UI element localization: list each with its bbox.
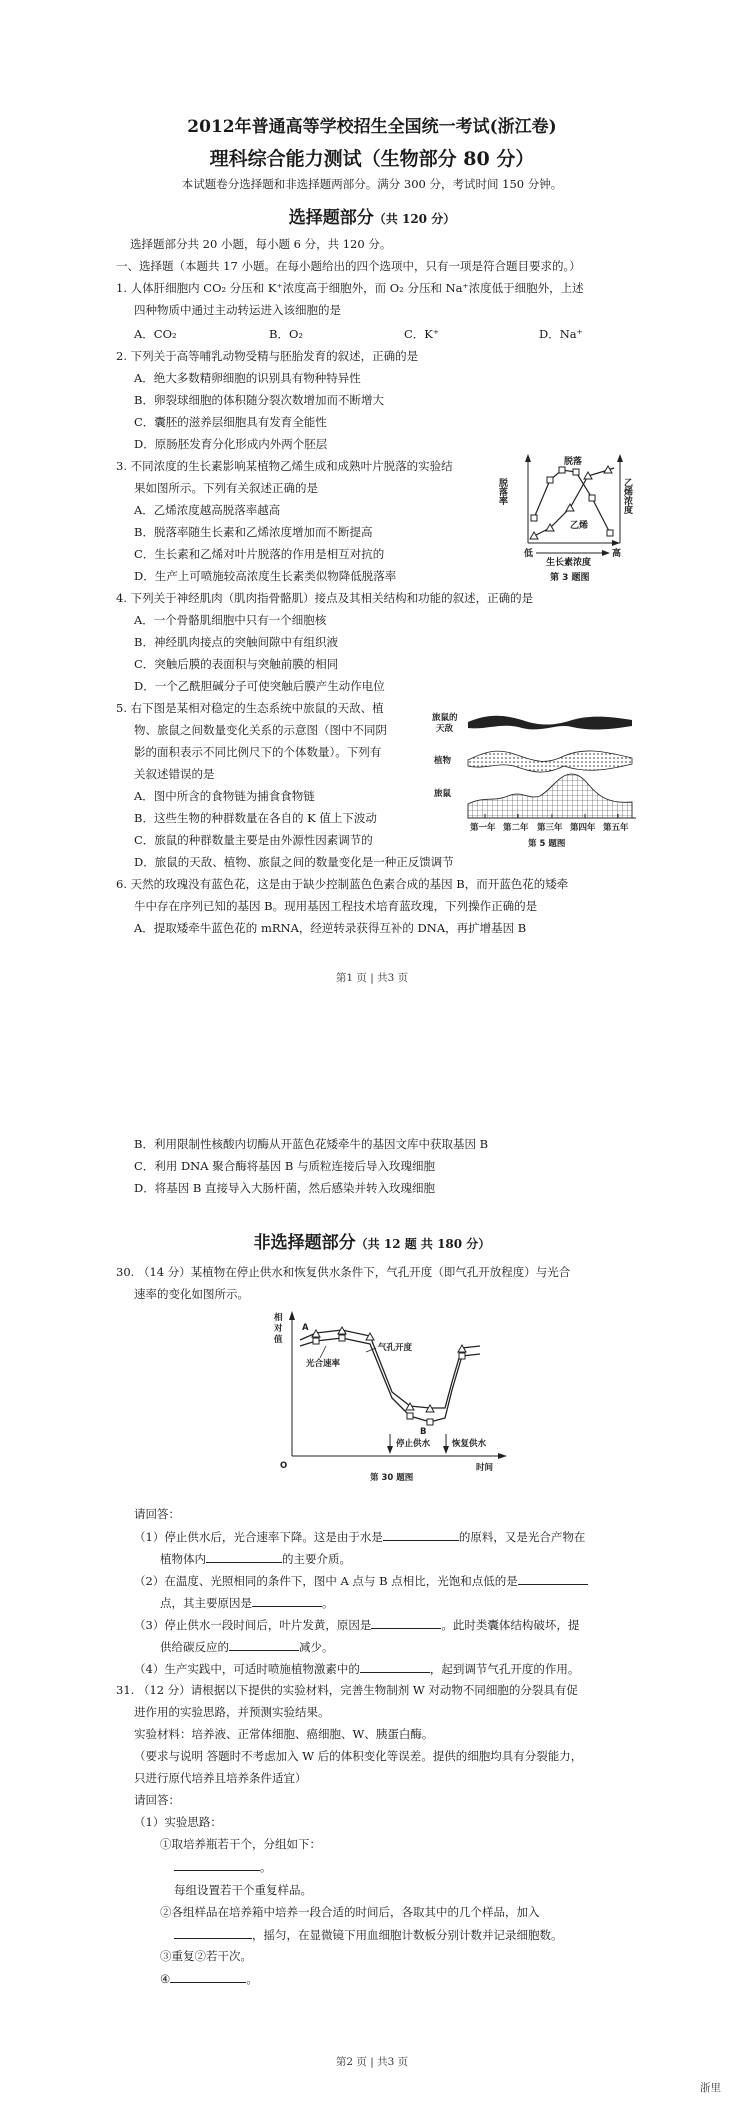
page1-footer: 第1 页 | 共3 页 <box>335 972 409 984</box>
q1-stem-line2: 四种物质中通过主动转运进入该细胞的是 <box>134 303 341 317</box>
q2-option-b: B．卵裂球细胞的体积随分裂次数增加而不断增大 <box>134 393 384 407</box>
q3-low-label: 低 <box>524 549 534 559</box>
part1-note: 选择题部分共 20 小题，每小题 6 分，共 120 分。 <box>130 237 392 251</box>
q5-option-a: A．图中所含的食物链为捕食食物链 <box>134 789 315 803</box>
q1-option-b: B．O₂ <box>269 327 303 341</box>
q30-blank-7[interactable] <box>360 1660 430 1673</box>
q31-requirements-line1: （要求与说明 答题时不考虑加入 W 后的体积变化等误差。提供的细胞均具有分裂能力， <box>134 1749 583 1763</box>
q3-figure <box>497 448 640 588</box>
part2-title: 非选择题部分（共 12 题 共 180 分） <box>253 1233 491 1253</box>
q30-ask: 请回答： <box>134 1507 180 1521</box>
q3-option-c: C．生长素和乙烯对叶片脱落的作用是相互对抗的 <box>134 547 385 561</box>
q31-blank-2[interactable] <box>174 1926 252 1939</box>
watermark: 浙里 <box>700 2082 721 2094</box>
q5-label-plant: 植物 <box>434 756 452 766</box>
q30-stomata-label: 气孔开度 <box>378 1343 413 1353</box>
q30-sub3-line1: （3）停止供水一段时间后，叶片发黄，原因是 。此时类囊体结构破坏，提 <box>134 1618 580 1632</box>
q3-option-d: D．生产上可喷施较高浓度生长素类似物降低脱落率 <box>134 569 397 583</box>
q31-blank-1[interactable] <box>174 1858 260 1871</box>
q31-requirements-line2: 只进行原代培养且培养条件适宜） <box>134 1771 307 1785</box>
q30-resume-label: 恢复供水 <box>452 1439 487 1449</box>
q31-stem-line1: 31. （12 分）请根据以下提供的实验材料，完善生物制剂 W 对动物不同细胞的分裂具有促 <box>116 1683 578 1697</box>
q3-caption: 第 3 题图 <box>550 573 590 583</box>
q2-option-c: C．囊胚的滋养层细胞具有发育全能性 <box>134 415 327 429</box>
q5-year-5: 第五年 <box>603 823 629 833</box>
part1-title: 选择题部分（共 120 分） <box>288 208 456 228</box>
q30-blank-6[interactable] <box>229 1638 299 1651</box>
q6-option-d: D．将基因 B 直接导入大肠杆菌，然后感染并转入玫瑰细胞 <box>134 1181 435 1195</box>
q3-x-label: 生长素浓度 <box>546 558 592 568</box>
q5-option-c: C．旅鼠的种群数量主要是由外源性因素调节的 <box>134 833 373 847</box>
q5-stem-line3: 影的面积表示不同比例尺下的个体数量）。下列有 <box>134 745 382 759</box>
page2-footer: 第2 页 | 共3 页 <box>335 2056 409 2068</box>
q31-materials: 实验材料：培养液、正常体细胞、癌细胞、W、胰蛋白酶。 <box>134 1727 434 1741</box>
q31-step1: ①取培养瓶若干个，分组如下： <box>160 1837 321 1851</box>
q1-stem-line1: 1. 人体肝细胞内 CO₂ 分压和 K⁺浓度高于细胞外，而 O₂ 分压和 Na⁺浓度低于细胞外，上述 <box>116 281 584 295</box>
q31-step3: ③重复②若干次。 <box>160 1949 252 1963</box>
q5-year-1: 第一年 <box>470 823 496 833</box>
exam-title: 2012年普通高等学校招生全国统一考试(浙江卷) <box>187 117 557 137</box>
q2-option-a: A．绝大多数精卵细胞的识别具有物种特异性 <box>134 371 361 385</box>
q4-option-d: D．一个乙酰胆碱分子可使突触后膜产生动作电位 <box>134 679 385 693</box>
q31-step2-line1: ②各组样品在培养箱中培养一段合适的时间后，各取其中的几个样品，加入 <box>160 1905 540 1919</box>
q6-option-a: A．提取矮牵牛蓝色花的 mRNA，经逆转录获得互补的 DNA，再扩增基因 B <box>134 921 527 935</box>
q3-curve1-label: 脱落 <box>564 457 583 467</box>
q30-figure <box>270 1306 510 1496</box>
q30-blank-2[interactable] <box>206 1550 282 1563</box>
q30-x-label: 时间 <box>476 1463 494 1473</box>
q5-stem-line4: 关叙述错误的是 <box>134 767 215 781</box>
q30-caption: 第 30 题图 <box>370 1473 414 1483</box>
q30-point-b: B <box>420 1427 427 1437</box>
q31-repeat-note: 每组设置若干个重复样品。 <box>174 1883 312 1897</box>
subject-title: 理科综合能力测试（生物部分 80 分） <box>209 148 535 170</box>
q3-y-left-label: 脱落率 <box>497 478 507 505</box>
q30-sub1-line2: 植物体内 的主要介质。 <box>160 1552 351 1566</box>
q6-stem-line2: 牛中存在序列已知的基因 B。现用基因工程技术培育蓝玫瑰，下列操作正确的是 <box>134 899 538 913</box>
q5-year-3: 第三年 <box>537 823 563 833</box>
q4-stem: 4. 下列关于神经肌肉（肌肉指骨骼肌）接点及其相关结构和功能的叙述，正确的是 <box>116 591 534 605</box>
q30-stem-line1: 30. （14 分）某植物在停止供水和恢复供水条件下，气孔开度（即气孔开放程度）与光合 <box>116 1265 571 1279</box>
q5-predator-band <box>468 716 632 730</box>
q30-sub1-line1: （1）停止供水后，光合速率下降。这是由于水是 的原料，又是光合产物在 <box>134 1530 586 1544</box>
q5-option-d: D．旅鼠的天敌、植物、旅鼠之间的数量变化是一种正反馈调节 <box>134 855 454 869</box>
q30-sub3-line2: 供给碳反应的 减少。 <box>160 1640 334 1654</box>
q30-blank-4[interactable] <box>252 1594 322 1607</box>
q31-stem-line2: 进作用的实验思路，并预测实验结果。 <box>134 1705 330 1719</box>
q5-stem-line2: 物、旅鼠之间数量变化关系的示意图（图中不同阴 <box>134 723 387 737</box>
q5-plant-band <box>468 751 632 772</box>
q30-blank-3[interactable] <box>518 1572 588 1585</box>
q5-option-b: B．这些生物的种群数量在各自的 K 值上下波动 <box>134 811 377 825</box>
q5-label-predator-b: 天敌 <box>436 724 454 734</box>
q4-option-b: B．神经肌肉接点的突触间隙中有组织液 <box>134 635 338 649</box>
q30-sub2-line1: （2）在温度、光照相同的条件下，图中 A 点与 B 点相比，光饱和点低的是 <box>134 1572 588 1589</box>
q5-stem-line1: 5. 右下图是某相对稳定的生态系统中旅鼠的天敌、植 <box>116 701 384 715</box>
q5-caption: 第 5 题图 <box>528 839 566 849</box>
q4-option-c: C．突触后膜的表面积与突触前膜的相同 <box>134 657 339 671</box>
q3-high-label: 高 <box>612 549 622 559</box>
q30-y-label-3: 值 <box>274 1335 283 1345</box>
q6-option-c: C．利用 DNA 聚合酶将基因 B 与质粒连接后导入玫瑰细胞 <box>134 1159 435 1173</box>
q3-option-b: B．脱落率随生长素和乙烯浓度增加而不断提高 <box>134 525 373 539</box>
q3-stem-line1: 3. 不同浓度的生长素影响某植物乙烯生成和成熟叶片脱落的实验结 <box>116 459 453 473</box>
q1-option-c: C．K⁺ <box>404 327 439 341</box>
q3-option-a: A．乙烯浓度越高脱落率越高 <box>134 503 281 517</box>
q31-step2-line2: ，摇匀，在显微镜下用血细胞计数板分别计数并记录细胞数。 <box>174 1926 563 1943</box>
exam-intro: 本试题卷分选择题和非选择题两部分。满分 300 分，考试时间 150 分钟。 <box>181 177 563 191</box>
q30-sub4: （4）生产实践中，可适时喷施植物激素中的 ，起到调节气孔开度的作用。 <box>134 1662 580 1676</box>
q5-lemming-area <box>468 774 632 818</box>
q2-stem: 2. 下列关于高等哺乳动物受精与胚胎发育的叙述，正确的是 <box>116 349 419 363</box>
q30-photo-label: 光合速率 <box>306 1359 341 1369</box>
q31-step4: ④ 。 <box>160 1972 258 1986</box>
q31-blank-3[interactable] <box>170 1970 246 1983</box>
q3-stem-line2: 果如图所示。下列有关叙述正确的是 <box>134 481 318 495</box>
q30-y-label-1: 相 <box>274 1313 283 1323</box>
q5-figure <box>432 700 640 860</box>
q30-stop-label: 停止供水 <box>396 1439 431 1449</box>
q1-option-a: A．CO₂ <box>134 327 177 341</box>
q5-year-4: 第四年 <box>570 823 596 833</box>
q3-y-right-label: 乙烯浓度 <box>622 478 632 514</box>
q6-option-b: B．利用限制性核酸内切酶从开蓝色花矮牵牛的基因文库中获取基因 B <box>134 1137 489 1151</box>
q30-point-a: A <box>302 1323 309 1333</box>
q30-origin-label: O <box>280 1461 288 1471</box>
q31-part1-label: （1）实验思路： <box>134 1815 222 1829</box>
q1-options <box>134 326 674 342</box>
q30-y-label-2: 对 <box>274 1324 283 1334</box>
q3-curve2-label: 乙烯 <box>570 521 589 531</box>
q5-label-lemming: 旅鼠 <box>434 789 452 799</box>
q4-option-a: A．一个骨骼肌细胞中只有一个细胞核 <box>134 613 327 627</box>
q5-year-2: 第二年 <box>503 823 529 833</box>
q31-step1-answer: 。 <box>174 1858 272 1875</box>
q1-option-d: D．Na⁺ <box>539 327 583 341</box>
q6-stem-line1: 6. 天然的玫瑰没有蓝色花，这是由于缺少控制蓝色色素合成的基因 B，而开蓝色花的矮牵 <box>116 877 569 891</box>
q30-stem-line2: 速率的变化如图所示。 <box>134 1287 249 1301</box>
q30-stomata-curve <box>300 1330 480 1408</box>
q30-sub2-line2: 点，其主要原因是 。 <box>160 1596 334 1610</box>
q31-ask: 请回答： <box>134 1793 180 1807</box>
section-heading: 一、选择题（本题共 17 小题。在每小题给出的四个选项中，只有一项是符合题目要求的。） <box>116 259 581 273</box>
q30-blank-5[interactable] <box>371 1616 441 1629</box>
q5-label-predator-a: 旅鼠的 <box>432 713 458 723</box>
q2-option-d: D．原肠胚发育分化形成内外两个胚层 <box>134 437 328 451</box>
q30-blank-1[interactable] <box>383 1528 459 1541</box>
